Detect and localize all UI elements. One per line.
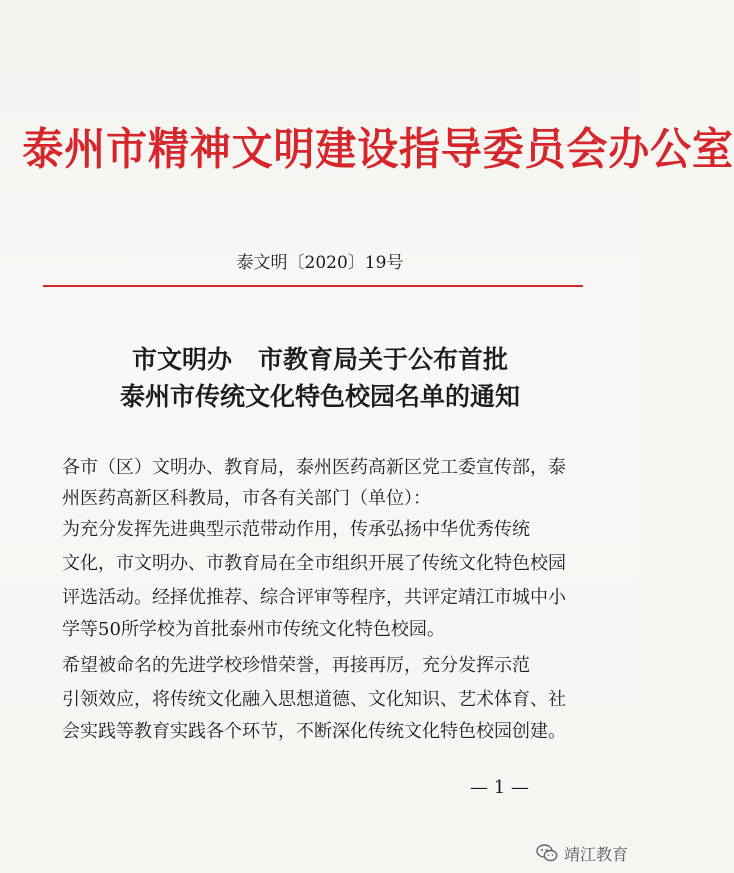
notice-title-line-1: 市文明办 市教育局关于公布首批: [131, 345, 509, 374]
notice-title-line-2: 泰州市传统文化特色校园名单的通知: [119, 382, 520, 411]
body-line: 文化，市文明办、市教育局在全市组织开展了传统文化特色校园: [62, 553, 566, 574]
watermark-label: 靖江教育: [563, 844, 628, 864]
body-line: 希望被命名的先进学校珍惜荣誉，再接再厉，充分发挥示范: [62, 655, 530, 676]
issuer-header: 泰州市精神文明建设指导委员会办公室: [22, 124, 734, 175]
body-line: 评选活动。经择优推荐、综合评审等程序，共评定靖江市城中小: [62, 587, 566, 608]
body-line: 会实践等教育实践各个环节，不断深化传统文化特色校园创建。: [62, 721, 566, 742]
body-line: 州医药高新区科教局，市各有关部门（单位）：: [62, 488, 431, 509]
body-line: 引领效应，将传统文化融入思想道德、文化知识、艺术体育、社: [62, 689, 566, 710]
account-watermark[interactable]: [535, 841, 628, 865]
document-number: 泰文明〔2020〕19号: [236, 253, 404, 273]
page-number: — 1 —: [470, 777, 529, 798]
body-line: 为充分发挥先进典型示范带动作用，传承弘扬中华优秀传统: [62, 519, 530, 540]
body-line: 学等50所学校为首批泰州市传统文化特色校园。: [62, 619, 445, 640]
red-divider: [43, 285, 583, 287]
body-line: 各市（区）文明办、教育局，泰州医药高新区党工委宣传部，泰: [62, 457, 566, 478]
wechat-icon: [535, 841, 559, 865]
